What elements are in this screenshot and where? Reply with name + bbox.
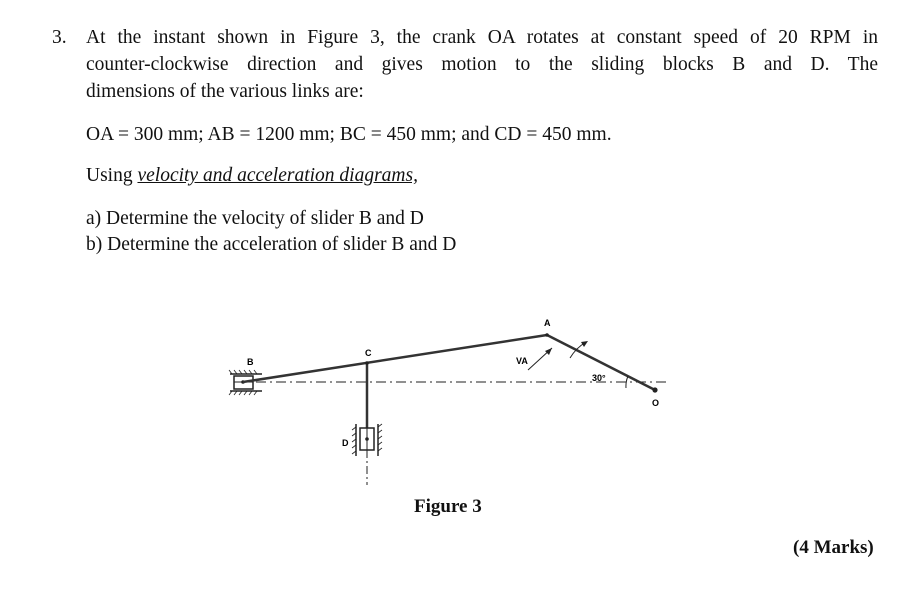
label-d: D	[342, 438, 349, 448]
pin-c	[365, 361, 369, 365]
marks-allocation: (4 Marks)	[793, 537, 874, 558]
question-text-line-1: At the instant shown in Figure 3, the crank OA rotates at constant speed of 20 RPM in	[86, 27, 878, 48]
fixed-pivot-o	[652, 387, 657, 392]
using-instruction	[86, 164, 418, 188]
mechanism-figure	[220, 310, 680, 490]
question-number: 3.	[52, 27, 67, 48]
angle-label: 30°	[592, 373, 606, 383]
part-a: a) Determine the velocity of slider B and D	[86, 208, 424, 229]
label-c: C	[365, 348, 372, 358]
question-text-line-3: dimensions of the various links are:	[86, 81, 364, 102]
question-text-line-2: counter-clockwise direction and gives motion to the sliding blocks B and D. The	[86, 54, 878, 75]
label-b: B	[247, 357, 254, 367]
rotation-arrowhead-icon	[581, 341, 588, 347]
label-o: O	[652, 398, 660, 408]
method-text: velocity and acceleration diagrams,	[137, 165, 418, 186]
link-ab	[243, 335, 547, 382]
link-dimensions: OA = 300 mm; AB = 1200 mm; BC = 450 mm; and CD = 450 mm.	[86, 124, 612, 145]
pin-d	[365, 437, 369, 441]
label-a: A	[544, 318, 551, 328]
using-prefix: Using	[86, 165, 138, 186]
figure-caption: Figure 3	[414, 496, 482, 517]
angle-arc	[626, 376, 628, 388]
label-va: VA	[516, 356, 528, 366]
pin-a	[545, 333, 549, 337]
part-b: b) Determine the acceleration of slider B and D	[86, 234, 457, 255]
